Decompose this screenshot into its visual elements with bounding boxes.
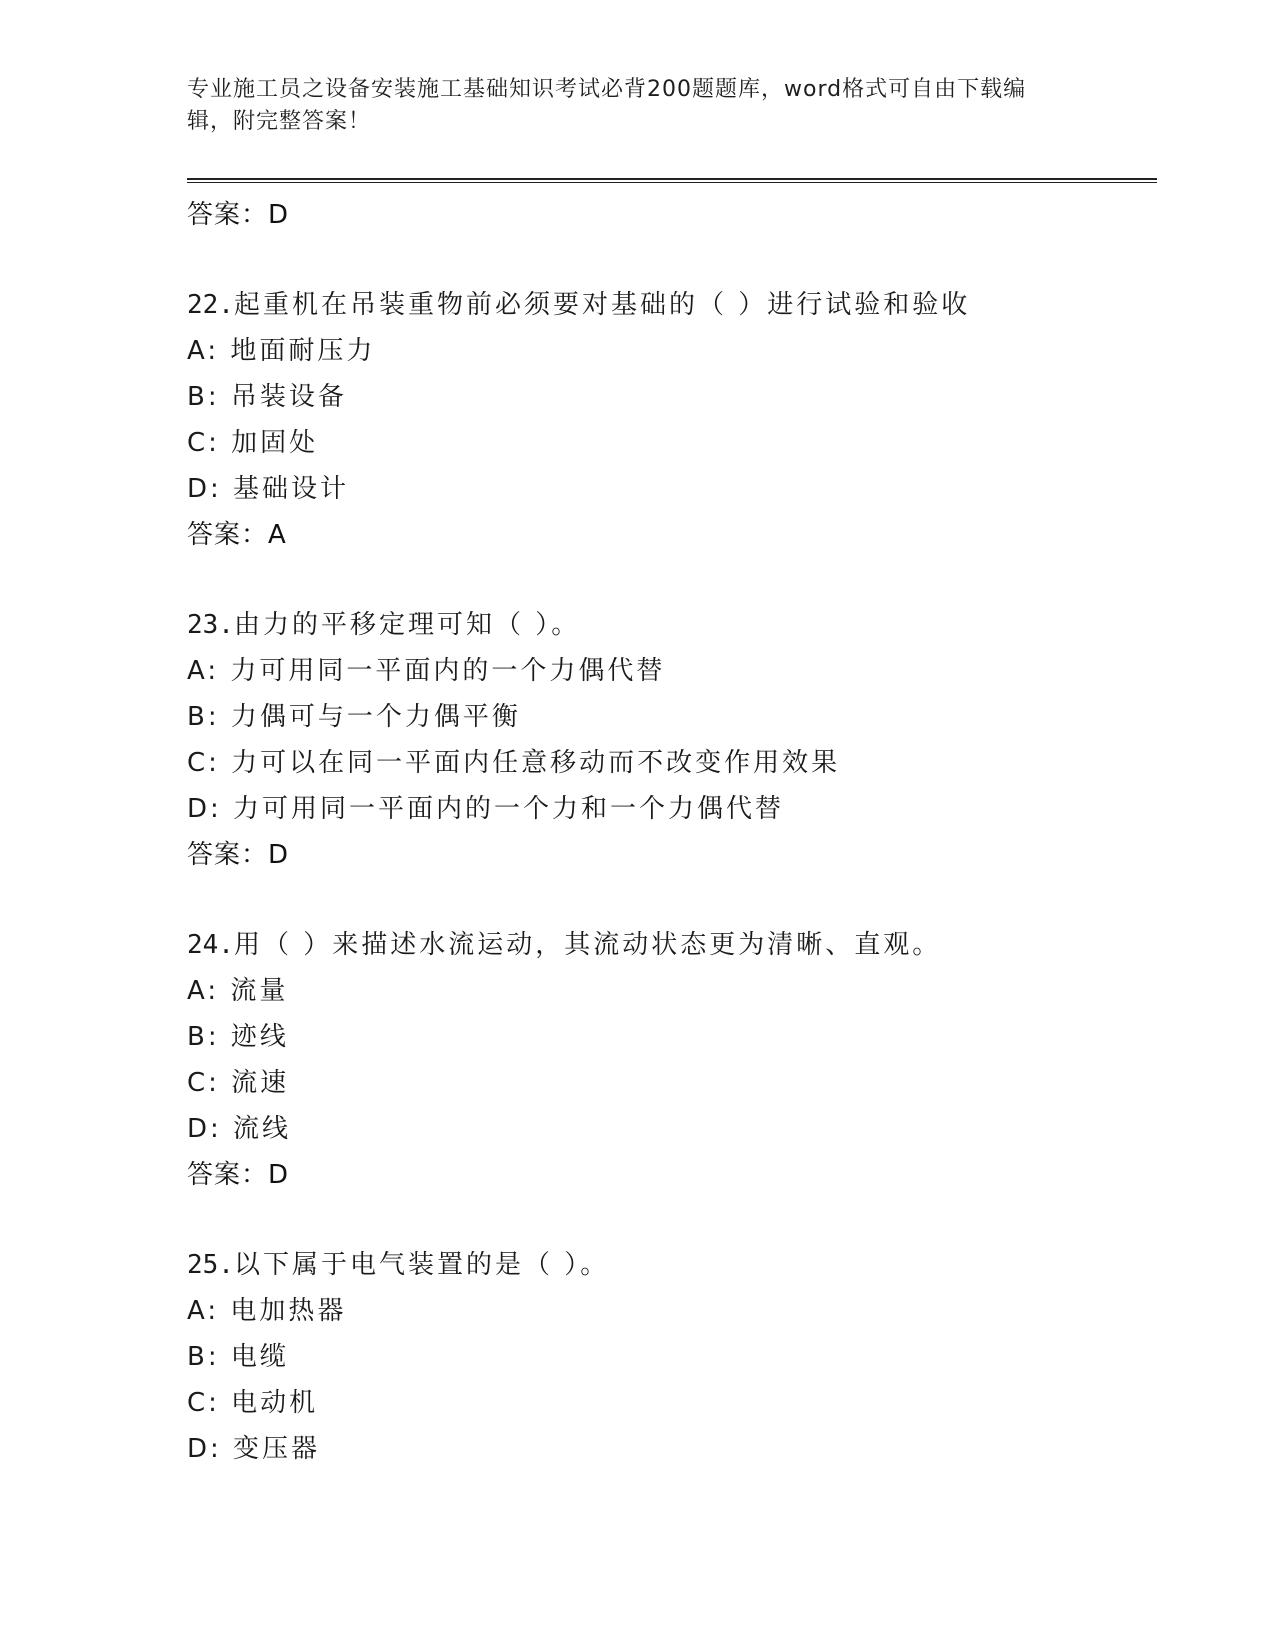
question-list — [187, 192, 1157, 1472]
question-item — [187, 1242, 1157, 1472]
answer-line: 答案：D — [187, 840, 290, 870]
option-d: D: 流线 — [187, 1114, 292, 1144]
answer-line: 答案：D — [187, 1160, 290, 1190]
question-number: 24. — [187, 930, 234, 960]
header-divider — [187, 178, 1157, 183]
question-text: 23.由力的平移定理可知（ ）。 — [187, 610, 581, 640]
option-d: D: 力可用同一平面内的一个力和一个力偶代替 — [187, 794, 785, 824]
option-b: B: 迹线 — [187, 1022, 289, 1052]
option-c: C: 流速 — [187, 1068, 290, 1098]
option-b: B: 力偶可与一个力偶平衡 — [187, 702, 521, 732]
option-b: B: 电缆 — [187, 1342, 289, 1372]
question-item — [187, 282, 1157, 558]
option-c: C: 力可以在同一平面内任意移动而不改变作用效果 — [187, 748, 841, 778]
option-d: D: 基础设计 — [187, 474, 350, 504]
option-c: C: 电动机 — [187, 1388, 319, 1418]
question-number: 22. — [187, 290, 234, 320]
question-item — [187, 602, 1157, 878]
question-number: 25. — [187, 1250, 234, 1280]
option-a: A: 力可用同一平面内的一个力偶代替 — [187, 656, 666, 686]
question-number: 23. — [187, 610, 234, 640]
option-a: A: 地面耐压力 — [187, 336, 376, 366]
option-c: C: 加固处 — [187, 428, 319, 458]
option-d: D: 变压器 — [187, 1434, 321, 1464]
page-header-title: 专业施工员之设备安装施工基础知识考试必背200题题库，word格式可自由下载编辑，附完整答案！ — [187, 77, 1027, 134]
question-item — [187, 922, 1157, 1198]
option-a: A: 电加热器 — [187, 1296, 347, 1326]
option-a: A: 流量 — [187, 976, 289, 1006]
question-text: 25.以下属于电气装置的是（ ）。 — [187, 1250, 610, 1280]
answer-line: 答案：A — [187, 520, 287, 550]
question-text: 24.用（ ）来描述水流运动，其流动状态更为清晰、直观。 — [187, 930, 942, 960]
option-b: B: 吊装设备 — [187, 382, 347, 412]
question-text: 22.起重机在吊装重物前必须要对基础的（ ）进行试验和验收 — [187, 290, 971, 320]
answer-line: 答案：D — [187, 200, 290, 230]
